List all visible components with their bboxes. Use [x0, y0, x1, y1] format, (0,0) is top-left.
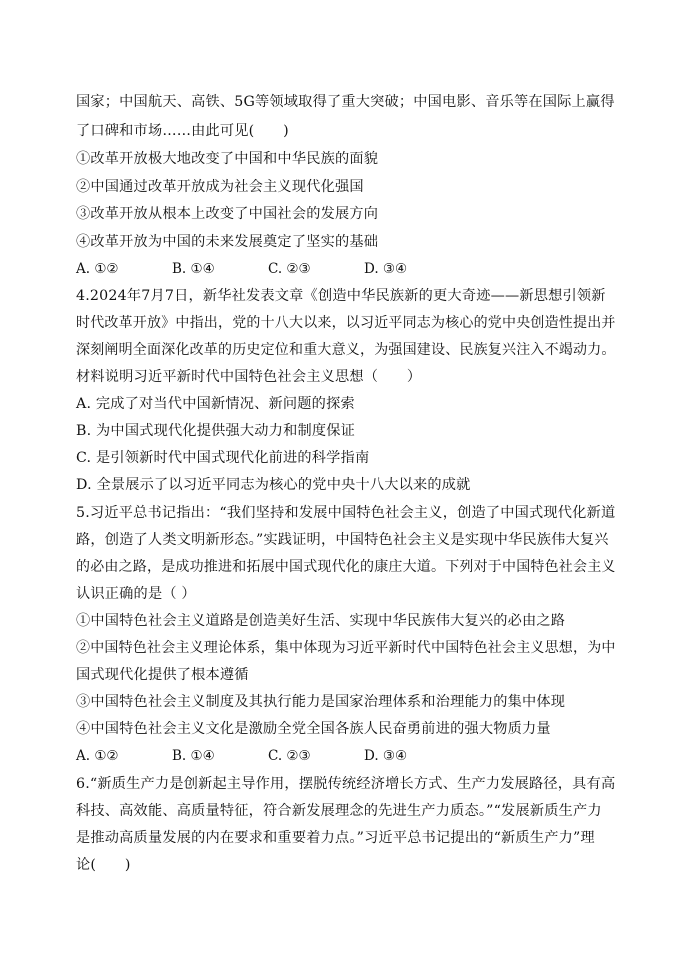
q6-stem-line-4: 论( ): [76, 857, 131, 873]
q3-statement-3: ③改革开放从根本上改变了中国社会的发展方向: [76, 206, 379, 222]
q4-option-a: A. 完成了对当代中国新情况、新问题的探索: [76, 396, 355, 412]
q5-option-c: C. ②③: [268, 748, 311, 764]
q5-option-b: B. ①④: [172, 748, 215, 764]
q5-stem-line-1: 5.习近平总书记指出：“我们坚持和发展中国特色社会主义，创造了中国式现代化新道: [76, 505, 616, 521]
q4-option-b: B. 为中国式现代化提供强大动力和制度保证: [76, 423, 356, 439]
q3-stem-line-1: 国家；中国航天、高铁、5G等领域取得了重大突破；中国电影、音乐等在国际上赢得: [76, 94, 615, 110]
q3-statement-1: ①改革开放极大地改变了中国和中华民族的面貌: [76, 151, 379, 167]
q5-stem-line-4: 认识正确的是（ ）: [76, 586, 196, 602]
q4-stem-line-2: 时代改革开放》中指出，党的十八大以来，以习近平同志为核心的党中央创造性提出并: [76, 315, 616, 331]
q3-option-a: A. ①②: [76, 261, 119, 277]
q5-statement-2-line-2: 国式现代化提供了根本遵循: [76, 667, 249, 683]
q5-stem-line-2: 路，创造了人类文明新形态。”实践证明，中国特色社会主义是实现中华民族伟大复兴: [76, 532, 609, 548]
q4-option-d: D. 全景展示了以习近平同志为核心的党中央十八大以来的成就: [76, 477, 471, 493]
q5-statement-3: ③中国特色社会主义制度及其执行能力是国家治理体系和治理能力的集中体现: [76, 694, 566, 710]
q3-stem-line-2: 了口碑和市场……由此可见( ): [76, 123, 289, 139]
q3-option-d: D. ③④: [364, 261, 408, 277]
q3-statement-4: ④改革开放为中国的未来发展奠定了坚实的基础: [76, 234, 379, 250]
q3-option-b: B. ①④: [172, 261, 215, 277]
q5-option-d: D. ③④: [364, 748, 408, 764]
q6-stem-line-3: 是推动高质量发展的内在要求和重要着力点。”习近平总书记提出的“新质生产力”理: [76, 830, 595, 846]
q4-stem-line-3: 深刻阐明全面深化改革的历史定位和重大意义，为强国建设、民族复兴注入不竭动力。: [76, 342, 616, 358]
q5-option-a: A. ①②: [76, 748, 119, 764]
q6-stem-line-2: 科技、高效能、高质量特征，符合新发展理念的先进生产力质态。”“发展新质生产力: [76, 803, 602, 819]
q5-stem-line-3: 的必由之路，是成功推进和拓展中国式现代化的康庄大道。下列对于中国特色社会主义: [76, 559, 616, 575]
q6-stem-line-1: 6.“新质生产力是创新起主导作用，摆脱传统经济增长方式、生产力发展路径，具有高: [76, 776, 616, 792]
q5-statement-2-line-1: ②中国特色社会主义理论体系，集中体现为习近平新时代中国特色社会主义思想，为中: [76, 640, 616, 656]
q4-stem-line-4: 材料说明习近平新时代中国特色社会主义思想（ ）: [76, 369, 422, 385]
q3-option-c: C. ②③: [268, 261, 311, 277]
q4-stem-line-1: 4.2024年7月7日，新华社发表文章《创造中华民族新的更大奇迹——新思想引领新: [76, 288, 606, 304]
q3-statement-2: ②中国通过改革开放成为社会主义现代化强国: [76, 179, 364, 195]
q4-option-c: C. 是引领新时代中国式现代化前进的科学指南: [76, 450, 370, 466]
q5-statement-1: ①中国特色社会主义道路是创造美好生活、实现中华民族伟大复兴的必由之路: [76, 613, 566, 629]
q5-statement-4: ④中国特色社会主义文化是激励全党全国各族人民奋勇前进的强大物质力量: [76, 721, 551, 737]
